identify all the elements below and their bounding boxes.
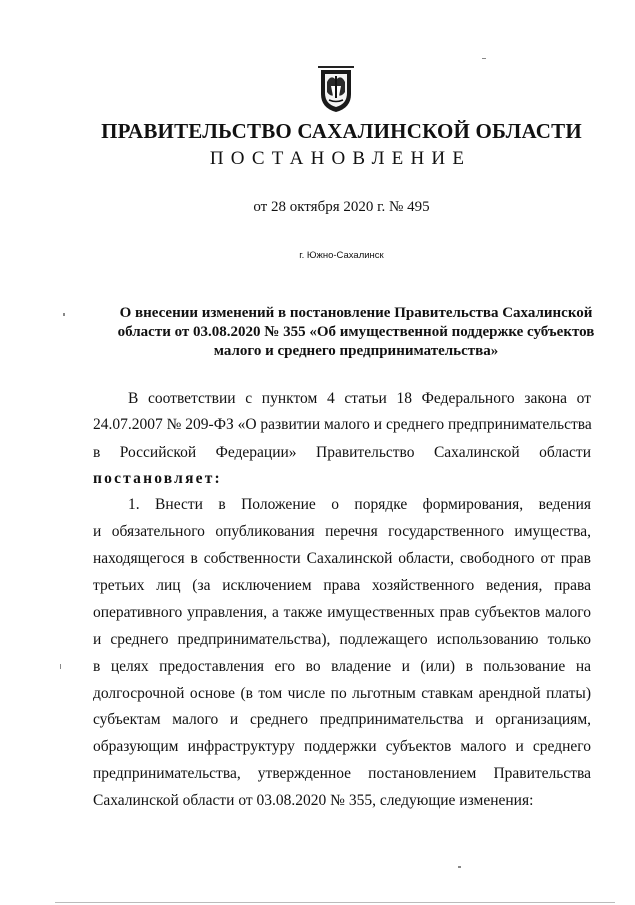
document-city: г. Южно-Сахалинск: [299, 250, 384, 261]
document-type: ПОСТАНОВЛЕНИЕ: [209, 148, 472, 169]
body-line: в целях предоставления его во владение и (или) в пользование на: [93, 658, 591, 675]
body-line: предпринимательства, утвержденное постановлением Правительства: [93, 765, 591, 782]
coat-of-arms-icon: [317, 62, 355, 114]
body-line: и среднего предпринимательства), подлежащего использованию только: [93, 631, 591, 648]
body-line: третьих лиц (за исключением права хозяйственного ведения, права: [93, 577, 591, 594]
scan-bottom-edge: [55, 902, 615, 903]
document-date-number: от 28 октября 2020 г. № 495: [253, 199, 430, 215]
government-title: ПРАВИТЕЛЬСТВО САХАЛИНСКОЙ ОБЛАСТИ: [101, 119, 582, 143]
body-line-resolves: постановляет:: [93, 470, 222, 487]
scan-speck: [60, 664, 61, 669]
body-line: и обязательного опубликования перечня государственного имущества,: [93, 523, 591, 540]
scan-speck: [63, 313, 65, 316]
body-line: находящегося в собственности Сахалинской области, свободного от прав: [93, 550, 591, 567]
body-line: 1. Внести в Положение о порядке формирования, ведения: [128, 496, 591, 513]
body-line: долгосрочной основе (в том числе по льготным ставкам арендной платы): [93, 685, 591, 702]
body-line: 24.07.2007 № 209-ФЗ «О развитии малого и среднего предпринимательства: [93, 416, 592, 433]
scan-speck: [482, 58, 486, 59]
document-subject: О внесении изменений в постановление Правительства Сахалинской области от 03.08.2020 № 355 «Об имущественной поддержке субъектов малого и среднего предпринимательства»: [117, 305, 595, 359]
body-line: в Российской Федерации» Правительство Сахалинской области: [93, 444, 591, 461]
body-line: образующим инфраструктуру поддержки субъектов малого и среднего: [93, 738, 591, 755]
body-line: В соответствии с пунктом 4 статьи 18 Федерального закона от: [128, 390, 591, 407]
body-line: оперативного управления, а также имущественных прав субъектов малого: [93, 604, 591, 621]
body-line: Сахалинской области от 03.08.2020 № 355, следующие изменения:: [93, 792, 534, 809]
scan-speck: [458, 866, 461, 868]
body-line: субъектам малого и среднего предпринимательства и организациям,: [93, 711, 591, 728]
